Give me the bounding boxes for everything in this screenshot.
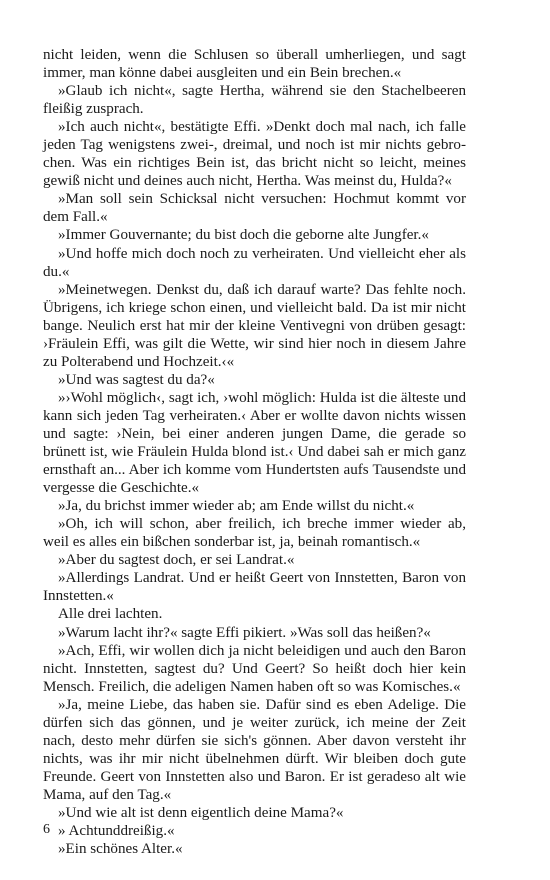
paragraph-13: »Allerdings Landrat. Und er heißt Geert von Innstetten, Baron von Innstetten.« <box>43 570 466 605</box>
paragraph-5: »Immer Gouvernante; du bist doch die geborne alte Jungfer.« <box>58 227 429 244</box>
paragraph-6: »Und hoffe mich doch noch zu verheiraten. Und vielleicht eher als du.« <box>43 245 466 280</box>
paragraph-4: »Man soll sein Schicksal nicht versuchen: Hochmut kommt vor dem Fall.« <box>43 191 466 226</box>
paragraph-10: »Ja, du brichst immer wieder ab; am Ende willst du nicht.« <box>58 498 415 515</box>
paragraph-18: »Und wie alt ist denn eigentlich deine Mama?« <box>58 804 344 821</box>
book-page-text <box>43 46 466 858</box>
paragraph-16: »Ach, Effi, wir wollen dich ja nicht beleidigen und auch den Baron nicht. Innstetten, sagtest du? Und Geert? So heißt doch hier kein Mensch. Freilich, die adeligen Namen haben oft so was Komisches.« <box>43 642 466 695</box>
paragraph-3: »Ich auch nicht«, bestätigte Effi. »Denkt doch mal nach, ich falle jeden Tag wenigstens zwei-, dreimal, und noch ist mir nichts gebrochen. Was ein richtiges Bein ist, das bricht nicht so leicht, meines gewiß nicht und deines auch nicht, Hertha. Was meinst du, Hulda?« <box>43 119 466 190</box>
paragraph-17: »Ja, meine Liebe, das haben sie. Dafür sind es eben Adelige. Die dürfen sich das gönnen, und je weiter zurück, ich meine der Zeit nach, desto mehr dürfen sie sich's gönnen. Aber davon versteht ihr nichts, was ihr mir nicht übelnehmen dürft. Wir bleiben doch gute Freunde. Geert von Innstetten also und Baron. Er ist geradeso alt wie Mama, auf den Tag.« <box>43 696 466 803</box>
page-number: 6 <box>43 822 50 837</box>
paragraph-12: »Aber du sagtest doch, er sei Landrat.« <box>58 552 295 569</box>
paragraph-2: »Glaub ich nicht«, sagte Hertha, während sie den Stachelbeeren fleißig zusprach. <box>43 83 466 118</box>
paragraph-20: »Ein schönes Alter.« <box>58 841 183 858</box>
paragraph-7: »Meinetwegen. Denkst du, daß ich darauf warte? Das fehlte noch. Übrigens, ich kriege schon einen, und vielleicht bald. Da ist mir nicht bange. Neulich erst hat mir der kleine Ventivegni von drüben gesagt: ›Fräulein Effi, was gilt die Wette, wir sind hier noch in diesem Jahre zu Polterabend und Hochzeit.‹« <box>43 281 466 370</box>
paragraph-19: » Achtunddreißig.« <box>58 823 175 840</box>
paragraph-8: »Und was sagtest du da?« <box>58 371 215 388</box>
paragraph-15: »Warum lacht ihr?« sagte Effi pikiert. »Was soll das heißen?« <box>58 624 431 641</box>
paragraph-11: »Oh, ich will schon, aber freilich, ich breche immer wieder ab, weil es alles ein bißchen sonderbar ist, ja, beinah romantisch.« <box>43 516 466 551</box>
paragraph-9: »›Wohl möglich‹, sagt ich, ›wohl möglich: Hulda ist die älteste und kann sich jeden Tag verheiraten.‹ Aber er wollte davon nichts wissen und sagte: ›Nein, bei einer anderen jungen Dame, die gerade so brünett ist, wie Fräulein Hulda blond ist.‹ Und dabei sah er mich ganz ernsthaft an... Aber ich komme vom Hundertsten aufs Tausendste und vergesse die Geschichte.« <box>43 389 466 497</box>
paragraph-1: nicht leiden, wenn die Schlusen so überall umherliegen, und sagt immer, man könne dabei ausgleiten und ein Bein brechen.« <box>43 47 466 82</box>
paragraph-14: Alle drei lachten. <box>58 606 163 623</box>
